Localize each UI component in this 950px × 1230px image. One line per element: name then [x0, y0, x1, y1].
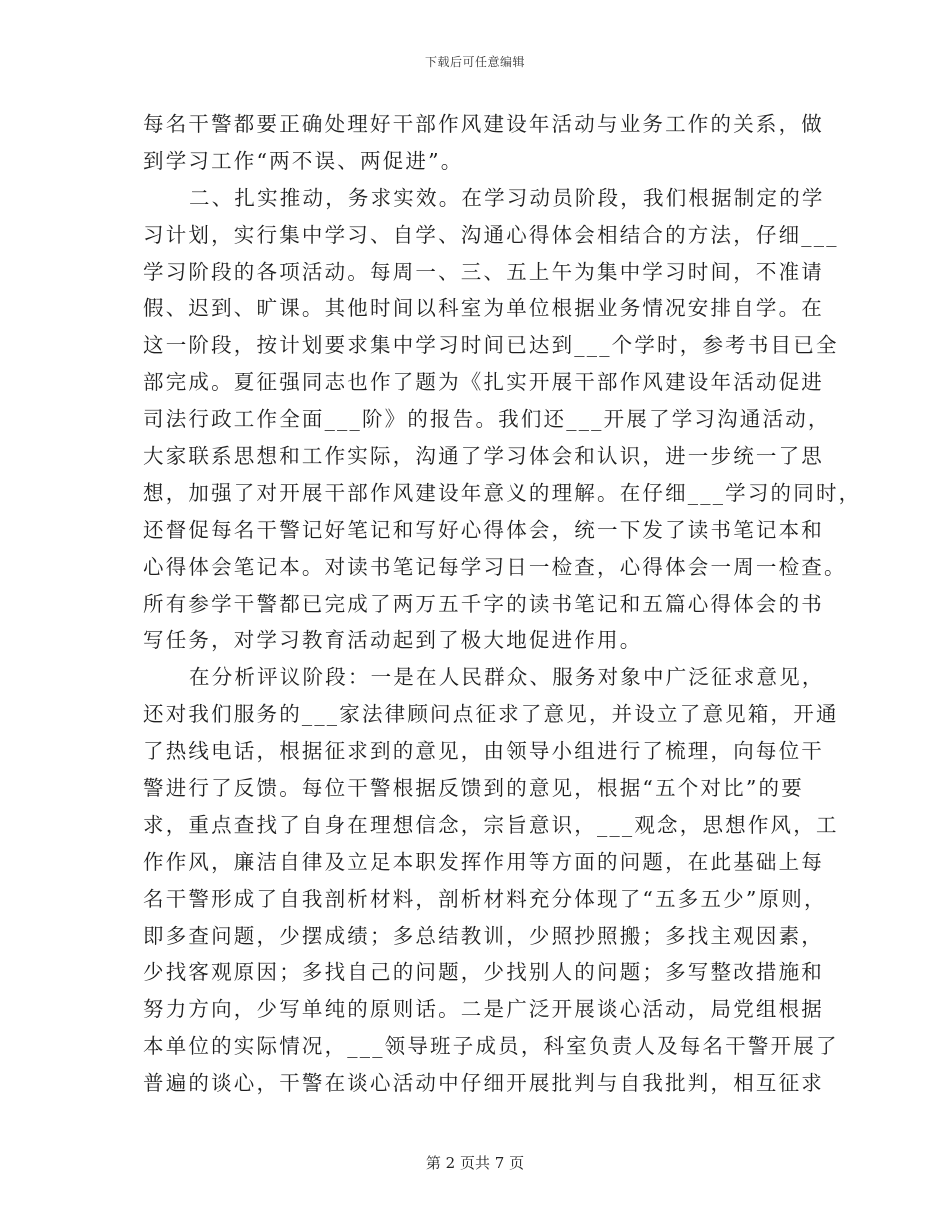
text-line: 即多查问题，少摆成绩；多总结教训，少照抄照搬；多找主观因素， [143, 923, 824, 948]
header-note: 下载后可任意编辑 [424, 55, 525, 69]
text-line: 了热线电话，根据征求到的意见，由领导小组进行了梳理，向每位干 [143, 739, 824, 764]
text-line: 作作风，廉洁自律及立足本职发挥作用等方面的问题，在此基础上每 [143, 849, 824, 874]
text-line: 到学习工作“两不误、两促进”。 [143, 148, 464, 173]
text-line: 学习阶段的各项活动。每周一、三、五上午为集中学习时间，不准请 [143, 259, 824, 284]
text-line: 每名干警都要正确处理好干部作风建设年活动与业务工作的关系，做 [143, 112, 824, 136]
text-line: 少找客观原因；多找自己的问题，少找别人的问题；多写整改措施和 [143, 960, 824, 985]
text-line: 司法行政工作全面___阶》的报告。我们还___开展了学习沟通活动， [143, 407, 831, 432]
text-line: 警进行了反馈。每位干警根据反馈到的意见，根据“五个对比”的要 [143, 776, 804, 801]
text-line: 二、扎实推动，务求实效。在学习动员阶段，我们根据制定的学 [189, 185, 825, 210]
text-line: 还对我们服务的___家法律顾问点征求了意见，并设立了意见箱，开通 [143, 702, 839, 727]
text-line: 习计划，实行集中学习、自学、沟通心得体会相结合的方法，仔细___ [143, 222, 839, 247]
text-line: 假、迟到、旷课。其他时间以科室为单位根据业务情况安排自学。在 [143, 296, 824, 321]
text-line: 本单位的实际情况，___领导班子成员，科室负责人及每名干警开展了 [143, 1034, 839, 1059]
text-line: 还督促每名干警记好笔记和写好心得体会，统一下发了读书笔记本和 [143, 517, 824, 542]
page-number-footer: 第 2 页共 7 页 [425, 1154, 525, 1172]
text-line: 写任务，对学习教育活动起到了极大地促进作用。 [143, 628, 643, 653]
text-line: 普遍的谈心，干警在谈心活动中仔细开展批判与自我批判，相互征求 [143, 1071, 824, 1096]
text-line: 心得体会笔记本。对读书笔记每学习日一检查，心得体会一周一检查。 [143, 554, 847, 579]
text-line: 所有参学干警都已完成了两万五千字的读书笔记和五篇心得体会的书 [143, 591, 824, 616]
text-line: 想，加强了对开展干部作风建设年意义的理解。在仔细___学习的同时， [143, 480, 862, 505]
text-line: 名干警形成了自我剖析材料，剖析材料充分体现了“五多五少”原则， [143, 886, 827, 911]
text-line: 在分析评议阶段：一是在人民群众、服务对象中广泛征求意见， [189, 665, 825, 690]
document-body [143, 106, 862, 1102]
text-line: 大家联系思想和工作实际，沟通了学习体会和认识，进一步统一了思 [143, 444, 824, 469]
text-line: 部完成。夏征强同志也作了题为《扎实开展干部作风建设年活动促进 [143, 370, 824, 395]
text-line: 努力方向，少写单纯的原则话。二是广泛开展谈心活动，局党组根据 [143, 997, 824, 1022]
text-line: 求，重点查找了自身在理想信念，宗旨意识，___观念，思想作风，工 [143, 812, 839, 837]
text-line: 这一阶段，按计划要求集中学习时间已达到___个学时，参考书目已全 [143, 333, 839, 358]
